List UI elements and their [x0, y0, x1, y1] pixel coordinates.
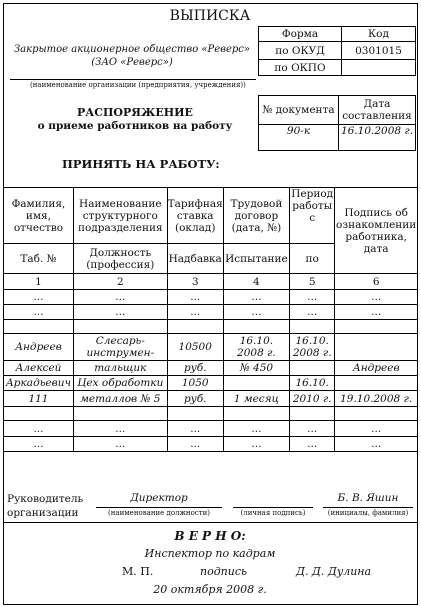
bonus-value: 1050 — [167, 376, 223, 391]
name-line — [323, 507, 413, 508]
ellipsis-cell: ... — [4, 290, 74, 305]
ellipsis-cell: ... — [167, 437, 223, 452]
head-position: Директор — [130, 492, 188, 504]
doc-date-value: 16.10.2008 г. — [339, 125, 416, 151]
header-bonus: Надбавка — [167, 244, 223, 274]
col-number: 6 — [335, 274, 418, 290]
ellipsis-cell: ... — [4, 437, 74, 452]
okud-label: по ОКУД — [259, 42, 342, 60]
dept-line4: металлов № 5 — [73, 391, 167, 407]
form-header: Форма — [259, 27, 342, 42]
fio-line3: Аркадьевич — [4, 376, 74, 391]
doc-number-value: 90-к — [259, 125, 339, 151]
header-sign: Подпись об ознакомлении работника, дата — [335, 188, 418, 274]
header-fio: Фамилия, имя, отчество — [4, 188, 74, 244]
sign-date: 19.10.2008 г. — [335, 391, 418, 407]
rate-value: 10500 — [167, 334, 223, 361]
header-dept: Наименование структурного подразделения — [73, 188, 167, 244]
ellipsis-cell: ... — [223, 437, 289, 452]
ellipsis-cell: ... — [167, 290, 223, 305]
ellipsis-cell: ... — [223, 421, 289, 437]
org-line — [10, 79, 256, 80]
order-subtitle: о приеме работников на работу — [37, 120, 233, 132]
order-title: РАСПОРЯЖЕНИЕ — [77, 106, 193, 119]
certification-date: 20 октября 2008 г. — [153, 583, 267, 596]
org-caption: (наименование организации (предприятия, учреждения)) — [30, 81, 246, 89]
bonus-unit: руб. — [167, 391, 223, 407]
accept-heading: ПРИНЯТЬ НА РАБОТУ: — [62, 157, 220, 171]
ellipsis-cell: ... — [167, 305, 223, 320]
header-position: Должность (профессия) — [73, 244, 167, 274]
okpo-label: по ОКПО — [259, 60, 342, 76]
fio-line1: Андреев — [4, 334, 74, 361]
inspector-name: Д. Д. Дулина — [296, 565, 372, 578]
contract-date: 16.10. 2008 г. — [223, 334, 289, 361]
col-number: 1 — [4, 274, 74, 290]
ellipsis-cell: ... — [335, 437, 418, 452]
col-number: 4 — [223, 274, 289, 290]
ellipsis-cell: ... — [290, 305, 335, 320]
ellipsis-cell: ... — [4, 421, 74, 437]
fio-line2: Алексей — [4, 361, 74, 376]
head-name: Б. В. Яшин — [337, 492, 399, 504]
rate-unit: руб. — [167, 361, 223, 376]
section-divider — [3, 522, 418, 523]
code-header: Код — [342, 27, 416, 42]
ellipsis-cell: ... — [4, 305, 74, 320]
doc-date-header: Дата составления — [339, 96, 416, 125]
head-label-1: Руководитель — [7, 493, 84, 505]
position-caption: (наименование должности) — [108, 509, 210, 517]
dept-line1: Слесарь- инструмен- — [73, 334, 167, 361]
stamp-place: М. П. — [122, 565, 154, 578]
position-line — [96, 507, 222, 508]
ellipsis-cell: ... — [335, 421, 418, 437]
dept-line2: тальщик — [73, 361, 167, 376]
signature-line — [233, 507, 313, 508]
ellipsis-cell: ... — [73, 437, 167, 452]
sign-name: Андреев — [335, 361, 418, 376]
head-label-2: организации — [7, 507, 79, 519]
codes-box — [258, 26, 416, 76]
employees-table — [3, 187, 418, 452]
header-tab: Таб. № — [4, 244, 74, 274]
okpo-value — [342, 60, 416, 76]
period-to-line2: 2010 г. — [290, 391, 335, 407]
period-to-line1: 16.10. — [290, 376, 335, 391]
ellipsis-cell: ... — [167, 421, 223, 437]
col-number: 5 — [290, 274, 335, 290]
ellipsis-cell: ... — [73, 305, 167, 320]
org-name: Закрытое акционерное общество «Реверс» — [13, 44, 251, 55]
ellipsis-cell: ... — [335, 305, 418, 320]
verno-title: В Е Р Н О: — [174, 529, 246, 543]
ellipsis-cell: ... — [290, 290, 335, 305]
ellipsis-cell: ... — [73, 290, 167, 305]
header-period-to: по — [290, 244, 335, 274]
doc-number-header: № документа — [259, 96, 339, 125]
header-contract: Трудовой договор (дата, №) — [223, 188, 289, 244]
col-number: 2 — [73, 274, 167, 290]
ellipsis-cell: ... — [73, 421, 167, 437]
col-number: 3 — [167, 274, 223, 290]
order-box — [258, 95, 416, 151]
dept-line3: Цех обработки — [73, 376, 167, 391]
inspector-signature: подпись — [200, 565, 247, 578]
signature-caption: (личная подпись) — [240, 509, 306, 517]
inspector-title: Инспектор по кадрам — [144, 547, 276, 560]
document-title: ВЫПИСКА — [169, 8, 251, 24]
ellipsis-cell: ... — [335, 290, 418, 305]
header-period: Период работы с — [290, 188, 335, 244]
header-rate: Тарифная ставка (оклад) — [167, 188, 223, 244]
ellipsis-cell: ... — [290, 437, 335, 452]
okud-value: 0301015 — [342, 42, 416, 60]
ellipsis-cell: ... — [290, 421, 335, 437]
period-from: 16.10. 2008 г. — [290, 334, 335, 361]
ellipsis-cell: ... — [223, 290, 289, 305]
tab-number: 111 — [4, 391, 74, 407]
ellipsis-cell: ... — [223, 305, 289, 320]
name-caption: (инициалы, фамилия) — [327, 509, 409, 517]
contract-number: № 450 — [223, 361, 289, 376]
header-trial: Испытание — [223, 244, 289, 274]
org-short: (ЗАО «Реверс») — [91, 57, 173, 68]
trial-value: 1 месяц — [223, 391, 289, 407]
